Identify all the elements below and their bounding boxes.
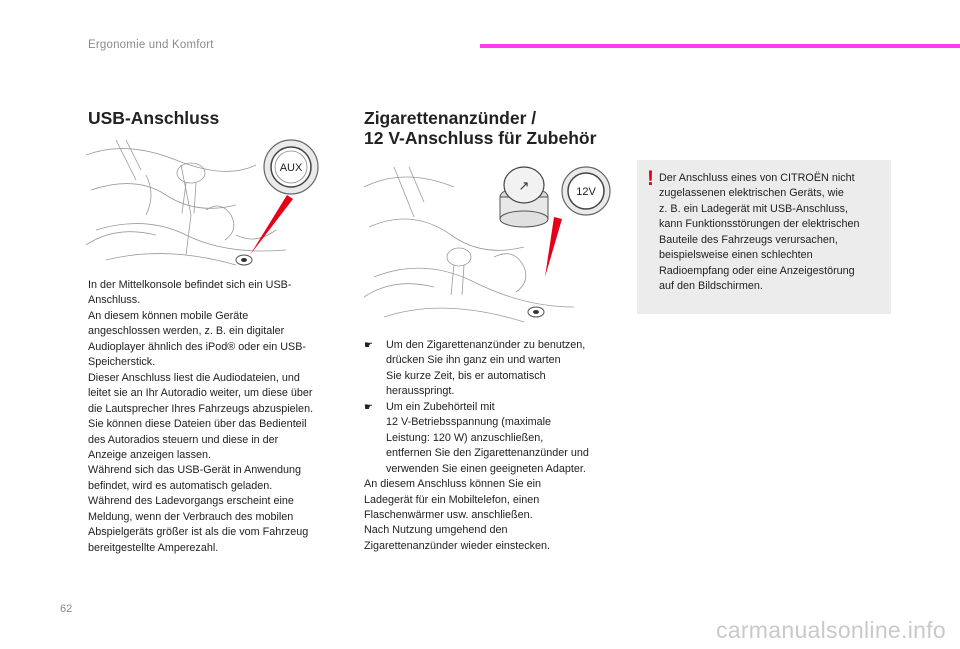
text-line: Meldung, wenn der Verbrauch des mobilen	[88, 510, 294, 523]
pointing-hand-icon: ☛	[364, 401, 373, 413]
text-line: Um den Zigarettenanzünder zu benutzen,	[386, 339, 586, 351]
text-line: Audioplayer ähnlich des iPod® oder ein USB-	[88, 340, 307, 353]
text-line: Nach Nutzung umgehend den	[364, 524, 508, 537]
cigarette-note	[364, 477, 624, 554]
console-drawing-12v	[364, 157, 618, 329]
section-title: Ergonomie und Komfort	[88, 39, 214, 51]
console-drawing	[86, 135, 340, 273]
page-number: 62	[60, 603, 73, 615]
text-line: Anzeige anzeigen lassen.	[88, 448, 212, 461]
cigarette-instructions	[364, 338, 624, 554]
text-line: bereitgestellte Amperezahl.	[88, 541, 219, 554]
text-line: angeschlossen werden, z. B. ein digitaler	[88, 325, 285, 338]
warning-box	[637, 160, 891, 314]
text-line: Leistung: 120 W) anzuschließen,	[386, 431, 544, 444]
text-line: des Autoradios steuern und diese in der	[88, 433, 279, 446]
cigarette-heading: Zigarettenanzünder / 12 V-Anschluss für Zubehör	[364, 108, 597, 148]
text-line: die Lautsprecher Ihres Fahrzeugs abzuspielen.	[88, 402, 314, 415]
text-line: entfernen Sie den Zigarettenanzünder und	[386, 447, 589, 460]
text-line: Anschluss.	[88, 294, 141, 307]
pointing-hand-icon: ☛	[364, 340, 373, 351]
text-line: auf den Bildschirmen.	[659, 280, 763, 293]
text-line: Ladegerät für ein Mobiltelefon, einen	[364, 493, 540, 506]
text-line: Sie kurze Zeit, bis er automatisch	[386, 369, 546, 382]
text-line: zugelassenen elektrischen Geräts, wie	[659, 187, 844, 200]
text-line: kann Funktionsstörungen der elektrischen	[659, 218, 860, 231]
text-line: 12 V-Betriebsspannung (maximale	[386, 416, 552, 429]
watermark: carmanualsonline.info	[715, 617, 946, 643]
text-line: Der Anschluss eines von CITROËN nicht	[659, 172, 855, 184]
text-line: Während des Ladevorgangs erscheint eine	[88, 495, 294, 508]
text-line: Sie können diese Dateien über das Bedienteil	[88, 418, 307, 431]
header-accent-bar	[480, 44, 960, 48]
text-line: Bauteile des Fahrzeugs verursachen,	[659, 233, 838, 246]
text-line: befindet, wird es automatisch geladen.	[88, 479, 273, 492]
text-line: beispielsweise einen schlechten	[659, 249, 813, 262]
text-line: Zigarettenanzünder wieder einstecken.	[364, 539, 551, 552]
text-line: z. B. ein Ladegerät mit USB-Anschluss,	[659, 202, 849, 215]
aux-socket-illustration	[86, 135, 340, 273]
text-line: verwenden Sie einen geeigneten Adapter.	[386, 462, 586, 475]
text-line: An diesem können mobile Geräte	[88, 309, 249, 322]
text-line: Speicherstick.	[88, 356, 156, 369]
text-line: Flaschenwärmer usw. anschließen.	[364, 508, 533, 521]
12v-label: 12V	[576, 186, 596, 198]
usb-description	[88, 278, 338, 556]
text-line: In der Mittelkonsole befindet sich ein USB-	[88, 279, 292, 291]
usb-heading: USB-Anschluss	[88, 108, 220, 128]
text-line: Während sich das USB-Gerät in Anwendung	[88, 464, 302, 477]
12v-socket-illustration	[364, 157, 618, 329]
bullet-item-use-lighter	[364, 338, 624, 400]
bullet-item-accessory	[364, 400, 624, 477]
text-line: Abspielgeräts größer ist als die vom Fahrzeug	[88, 526, 309, 539]
text-line: leitet sie an Ihr Autoradio weiter, um diese über	[88, 387, 313, 400]
text-line: Um ein Zubehörteil mit	[386, 400, 495, 413]
aux-label: AUX	[279, 162, 303, 174]
text-line: Dieser Anschluss liest die Audiodateien, und	[88, 371, 300, 384]
warning-text	[659, 171, 859, 295]
text-line: An diesem Anschluss können Sie ein	[364, 478, 542, 491]
lighter-symbol-icon: ↗	[518, 179, 530, 194]
warning-icon: !	[647, 167, 654, 190]
text-line: drücken Sie ihn ganz ein und warten	[386, 354, 561, 367]
text-line: herausspringt.	[386, 385, 455, 398]
text-line: Radioempfang oder eine Anzeigestörung	[659, 264, 855, 277]
